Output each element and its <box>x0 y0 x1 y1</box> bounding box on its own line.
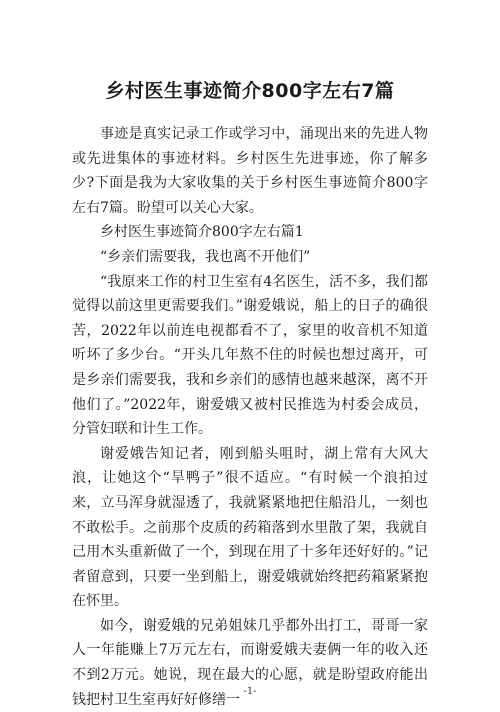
paragraph: 谢爱娥告知记者，刚到船头咀时，湖上常有大风大浪，让她这个“旱鸭子”很不适应。“有时候一个浪拍过来，立马浑身就湿透了，我就紧紧地把住船沿儿，一刻也不敢松手。之前那个皮质的药箱落到水里散了架，我就自己用木头重新做了一个，到现在用了十多年还好好的。”记者留意到，只要一坐到船上，谢爱娥就始终把药箱紧紧抱在怀里。 <box>72 445 428 610</box>
section-heading: 乡村医生事迹简介800字左右篇1 <box>100 224 304 241</box>
paragraph: 如今，谢爱娥的兄弟姐妹几乎都外出打工，哥哥一家人一年能赚上7万元左右，而谢爱娥夫妻俩一年的收入还不到2万元。她说，现在最大的心愿，就是盼望政府能出钱把村卫生室再好好修缮一 <box>72 617 428 708</box>
paragraph-intro: 事迹是真实记录工作或学习中，涌现出来的先进人物或先进集体的事迹材料。乡村医生先进事迹，你了解多少?下面是我为大家收集的关于乡村医生事迹简介800字左右7篇。盼望可以关心大家。 <box>72 126 428 216</box>
paragraph: “我原来工作的村卫生室有4名医生，活不多，我们都觉得以前这里更需要我们。”谢爱娥说，船上的日子的确很苦，2022年以前连电视都看不了，家里的收音机不知道听坏了多少台。“开头几年熬不住的时候也想过离开，可是乡亲们需要我，我和乡亲们的感情也越来越深，离不开他们了。”2022年，谢爱娥又被村民推选为村委会成员，分管妇联和计生工作。 <box>72 273 428 438</box>
quote-heading: “乡亲们需要我，我也离不开他们” <box>100 248 311 265</box>
page-number: -1- <box>243 686 257 697</box>
document-body <box>72 122 428 712</box>
document-title: 乡村医生事迹简介800字左右7篇 <box>105 80 395 102</box>
